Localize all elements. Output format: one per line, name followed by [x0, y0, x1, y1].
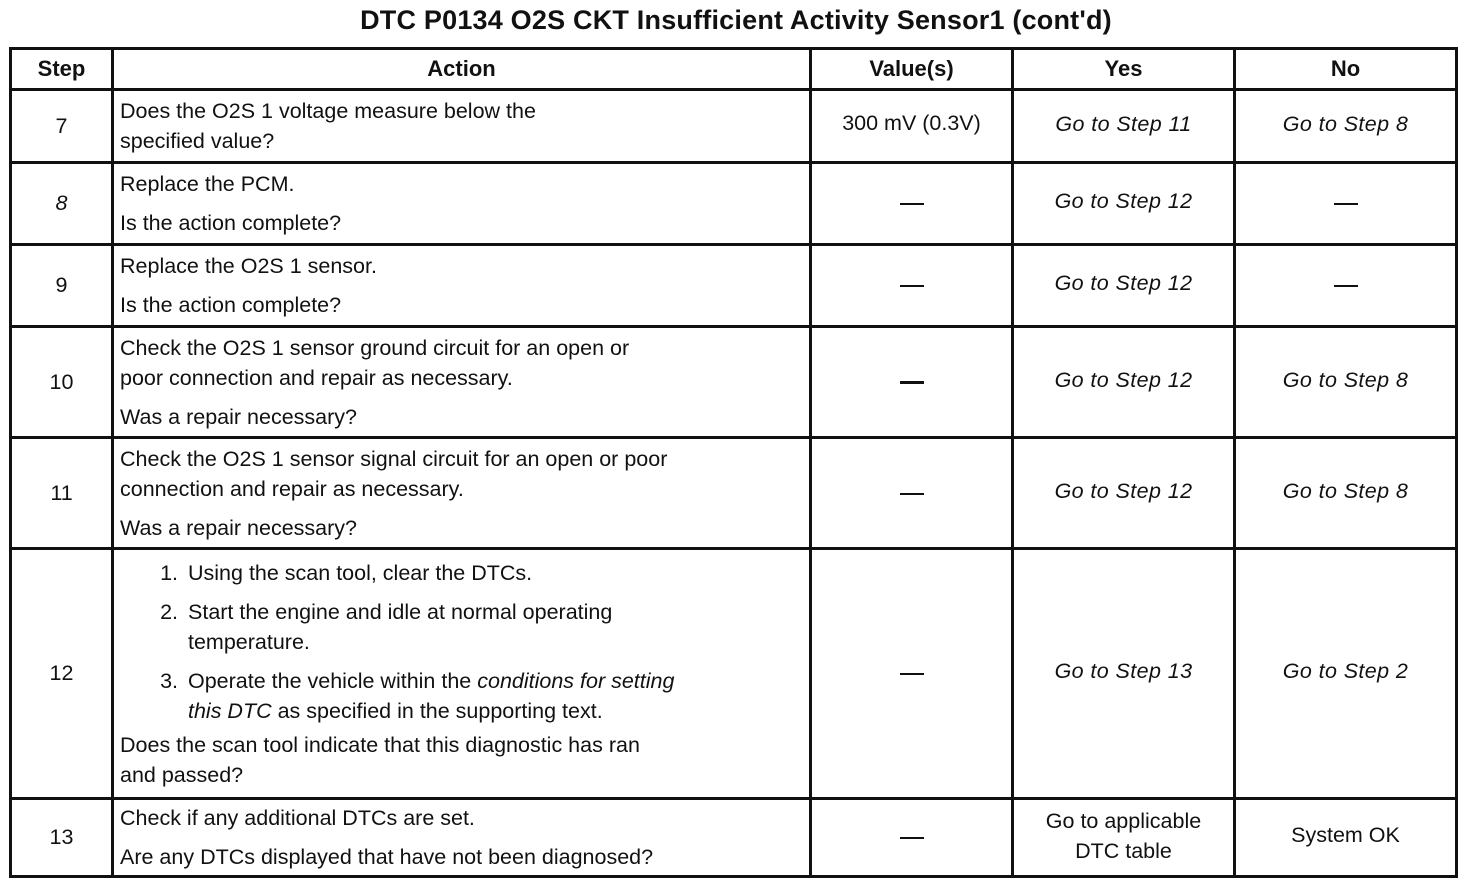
yes-text: Go to Step 12	[1054, 271, 1193, 295]
list-text: Operate the vehicle within the	[188, 668, 478, 693]
action-line: Was a repair necessary?	[120, 404, 357, 429]
step-number: 11	[11, 438, 113, 549]
value-cell	[811, 438, 1013, 549]
header-step: Step	[11, 49, 113, 90]
value-text: 300 mV (0.3V)	[842, 111, 981, 135]
no-cell	[1235, 438, 1457, 549]
action-line: Check the O2S 1 sensor ground circuit for an open or	[120, 335, 630, 360]
yes-cell	[1013, 245, 1235, 327]
action-line: Are any DTCs displayed that have not been diagnosed?	[120, 845, 654, 869]
em-dash	[900, 203, 924, 205]
em-dash	[900, 837, 924, 839]
list-item	[120, 597, 799, 657]
action-cell	[113, 90, 811, 163]
list-text: temperature.	[188, 629, 310, 654]
table-row	[11, 549, 1457, 799]
action-cell	[113, 327, 811, 438]
value-cell	[811, 549, 1013, 799]
yes-text: DTC table	[1075, 838, 1172, 863]
no-cell	[1235, 549, 1457, 799]
yes-text: Go to Step 11	[1055, 111, 1192, 136]
em-dash	[900, 673, 924, 675]
table-row	[11, 90, 1457, 163]
em-dash	[900, 285, 924, 287]
diagnostic-table	[9, 47, 1458, 878]
action-line: Replace the PCM.	[120, 172, 295, 196]
list-number: 1.	[160, 560, 178, 585]
action-line: poor connection and repair as necessary.	[120, 365, 513, 390]
list-text: Start the engine and idle at normal operating	[188, 599, 613, 624]
step-number: 8	[11, 163, 113, 245]
em-dash	[1334, 203, 1358, 205]
action-cell	[113, 163, 811, 245]
yes-text: Go to Step 13	[1054, 659, 1193, 683]
header-no: No	[1235, 49, 1457, 90]
no-text: Go to Step 8	[1282, 367, 1409, 392]
no-cell	[1235, 245, 1457, 327]
no-cell	[1235, 163, 1457, 245]
no-cell	[1235, 799, 1457, 877]
action-cell	[113, 245, 811, 327]
list-number: 2.	[160, 599, 178, 624]
yes-text: Go to applicable	[1045, 808, 1202, 833]
value-cell	[811, 163, 1013, 245]
no-text: Go to Step 8	[1282, 111, 1409, 136]
list-item	[120, 558, 799, 588]
no-text: Go to Step 8	[1282, 478, 1409, 503]
yes-cell	[1013, 438, 1235, 549]
action-cell	[113, 549, 811, 799]
action-line: Does the scan tool indicate that this diagnostic has ran	[120, 732, 640, 757]
list-text: Using the scan tool, clear the DTCs.	[188, 560, 533, 585]
step-number: 12	[11, 549, 113, 799]
action-line: specified value?	[120, 129, 275, 153]
yes-cell	[1013, 90, 1235, 163]
action-cell	[113, 799, 811, 877]
em-dash	[1334, 285, 1358, 287]
yes-text: Go to Step 12	[1054, 189, 1193, 213]
value-cell	[811, 799, 1013, 877]
no-cell	[1235, 90, 1457, 163]
action-line: Check if any additional DTCs are set.	[120, 806, 475, 830]
action-line: Was a repair necessary?	[120, 515, 357, 540]
list-item	[120, 666, 799, 726]
action-line: connection and repair as necessary.	[120, 476, 464, 501]
page-title: DTC P0134 O2S CKT Insufficient Activity Sensor1 (cont'd)	[360, 5, 1112, 35]
yes-cell	[1013, 327, 1235, 438]
header-action: Action	[113, 49, 811, 90]
step-number: 13	[11, 799, 113, 877]
no-text: System OK	[1291, 823, 1400, 847]
no-cell	[1235, 327, 1457, 438]
action-line: Check the O2S 1 sensor signal circuit for an open or poor	[120, 446, 668, 471]
list-text-emphasis: conditions for setting	[477, 668, 675, 693]
step-number: 9	[11, 245, 113, 327]
em-dash	[900, 381, 924, 384]
action-line: Is the action complete?	[120, 211, 342, 235]
yes-cell	[1013, 163, 1235, 245]
step-number: 7	[11, 90, 113, 163]
list-text: as specified in the supporting text.	[271, 698, 603, 723]
action-cell	[113, 438, 811, 549]
action-line: Replace the O2S 1 sensor.	[120, 254, 377, 278]
yes-cell	[1013, 799, 1235, 877]
list-text-emphasis: this DTC	[188, 698, 272, 723]
header-yes: Yes	[1013, 49, 1235, 90]
table-row	[11, 245, 1457, 327]
action-line: and passed?	[120, 762, 244, 787]
header-values: Value(s)	[811, 49, 1013, 90]
table-row	[11, 438, 1457, 549]
yes-text: Go to Step 12	[1054, 367, 1193, 392]
value-cell	[811, 327, 1013, 438]
value-cell	[811, 245, 1013, 327]
value-cell	[811, 90, 1013, 163]
action-line: Is the action complete?	[120, 293, 342, 317]
action-line: Does the O2S 1 voltage measure below the	[120, 99, 536, 123]
yes-text: Go to Step 12	[1054, 478, 1193, 503]
step-number: 10	[11, 327, 113, 438]
list-number: 3.	[160, 668, 178, 693]
table-row	[11, 163, 1457, 245]
em-dash	[900, 493, 924, 495]
table-row	[11, 799, 1457, 877]
no-text: Go to Step 2	[1282, 659, 1409, 683]
table-header-row	[11, 49, 1457, 90]
table-row	[11, 327, 1457, 438]
yes-cell	[1013, 549, 1235, 799]
